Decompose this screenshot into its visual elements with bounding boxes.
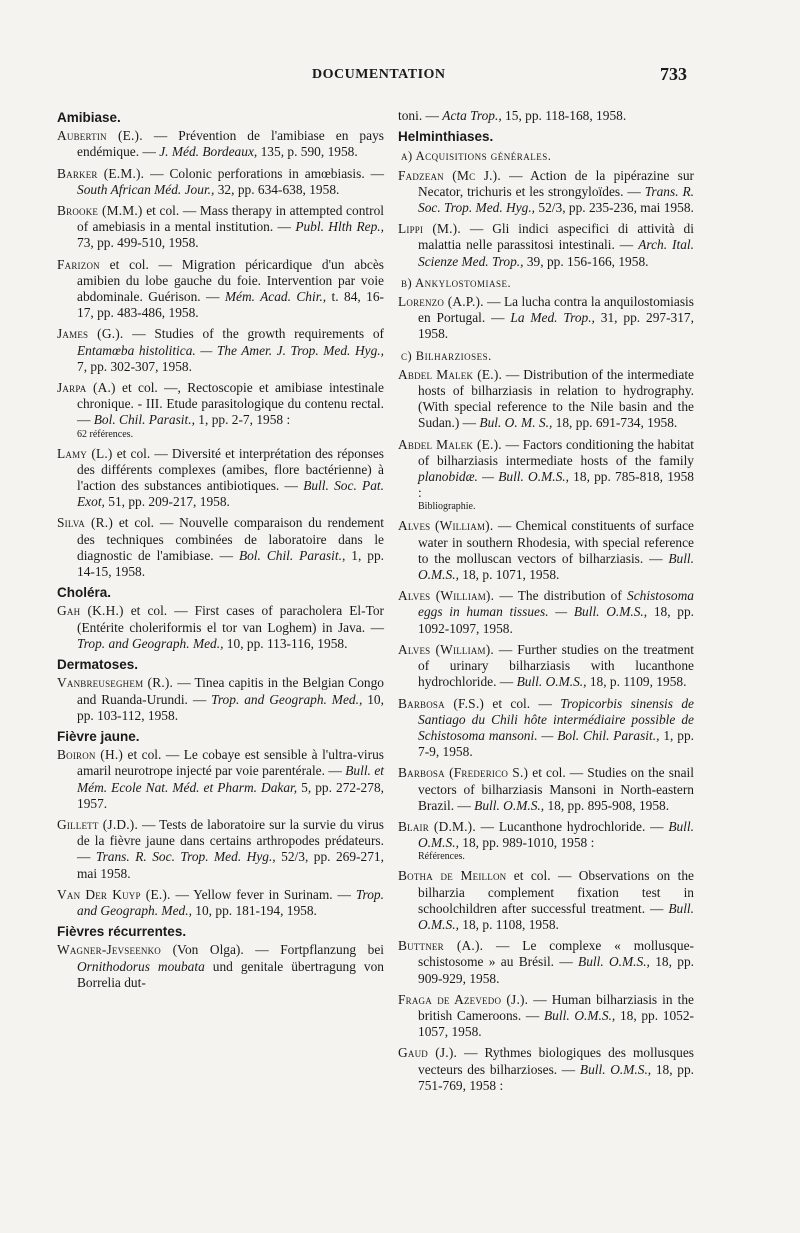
- reference-details: 135, p. 590, 1958.: [260, 144, 358, 160]
- reference-details: 52/3, pp. 235-236, mai 1958.: [538, 200, 694, 216]
- section-heading: Dermatoses.: [57, 657, 139, 673]
- reference-author: Brooke (M.M.): [57, 203, 143, 219]
- reference-author: Alves (William).: [398, 588, 495, 604]
- section-heading: Choléra.: [57, 585, 112, 601]
- section-heading: Fièvres récurrentes.: [57, 924, 187, 940]
- reference-entry: [398, 1045, 694, 1094]
- running-title: DOCUMENTATION: [312, 67, 446, 82]
- reference-journal: Arch. Ital. Scienze Med. Trop.,: [418, 237, 694, 269]
- reference-title: — Action de la pipérazine sur Necator, trichuris et les strongyloïdes. —: [418, 167, 694, 199]
- subsection-heading: b) Ankylostomiase.: [401, 275, 512, 290]
- reference-journal: Trop. and Geograph. Med.,: [77, 635, 224, 651]
- reference-entry: [57, 747, 384, 812]
- reference-entry: [398, 642, 694, 691]
- reference-entry: [57, 675, 384, 724]
- reference-journal: Publ. Hlth Rep.,: [295, 219, 384, 235]
- reference-journal: Bull. O.M.S.,: [579, 1061, 652, 1077]
- reference-details: 18, pp. 1092-1097, 1958.: [418, 604, 694, 636]
- reference-journal: Trop. and Geograph. Med.,: [77, 886, 384, 918]
- reference-title: — Chemical constituents of surface water in southern Rhodesia, with special reference to the molluscan vectors of bilharziasis. —: [418, 518, 694, 566]
- reference-journal: J. Méd. Bordeaux,: [159, 144, 258, 160]
- reference-title: et col. — Diversité et interprétation des réponses des différents complexes (amibes, flore bactérienne) à l'action des substances antibiotiques. —: [77, 445, 384, 494]
- reference-entry: [57, 326, 384, 375]
- reference-journal: Bull. O.M.S.,: [516, 674, 587, 690]
- reference-journal: Schistosoma eggs in human tissues. — Bull. O.M.S.,: [418, 588, 694, 620]
- reference-entry: [398, 437, 694, 514]
- reference-author: Silva (R.): [57, 515, 113, 531]
- reference-journal: La Med. Trop.,: [510, 310, 595, 326]
- reference-journal: Bull. O.M.S.,: [418, 900, 694, 932]
- reference-journal: Entamœba histolitica. — The Amer. J. Trop. Med. Hyg.,: [77, 342, 384, 358]
- reference-title: toni. —: [398, 108, 439, 123]
- reference-details: 15, pp. 118-168, 1958.: [505, 108, 627, 123]
- reference-title: — Tinea capitis in the Belgian Congo and Ruanda-Urundi. —: [77, 675, 384, 707]
- page-number: 733: [660, 64, 687, 84]
- reference-author: Barbosa (Frederico S.): [398, 765, 529, 781]
- reference-author: Vanbreuseghem (R.).: [57, 675, 174, 691]
- reference-details: 1, pp. 14-15, 1958.: [77, 547, 384, 580]
- reference-note: Bibliographie.: [418, 501, 476, 513]
- left-column: [57, 108, 384, 996]
- reference-details: und genitale übertragung von Borrelia dut-: [77, 958, 384, 990]
- reference-journal: South African Méd. Jour.,: [77, 181, 215, 197]
- reference-journal: Acta Trop.,: [442, 108, 502, 123]
- reference-author: Barker (E.M.).: [57, 165, 145, 181]
- reference-title: et col. — Observations on the bilharzia complement fixation test in schoolchildren after successful treatment. —: [418, 868, 694, 916]
- reference-title: — Tests de laboratoire sur la survie du virus de la fièvre jaune dans certains arthropodes prédateurs. —: [77, 816, 384, 865]
- reference-journal: Bull. O.M.S.,: [578, 954, 650, 970]
- reference-entry: [57, 515, 384, 580]
- reference-details: 18, p. 1109, 1958.: [589, 674, 687, 690]
- reference-journal: Trans. R. Soc. Trop. Med. Hyg.,: [418, 183, 694, 216]
- reference-title: et col. — Migration péricardique d'un abcès amibien du lobe gauche du foie. Intervention par voie abdominale. Guérison. —: [77, 256, 384, 305]
- reference-title: — Le complexe « mollusque-schistosome » au Brésil. —: [418, 938, 694, 970]
- reference-journal: Bol. Chil. Parasit.,: [238, 547, 346, 563]
- reference-details: 1, pp. 7-9, 1958.: [418, 727, 694, 760]
- reference-entry: [57, 166, 384, 198]
- right-column: [398, 108, 694, 1099]
- reference-title: (Von Olga). — Fortpflanzung bei: [172, 942, 384, 958]
- reference-title: et col. — First cases of paracholera El-Tor (Entérite choleriformis el tor van Loghem) in Java. —: [77, 603, 384, 635]
- subsection-heading: c) Bilharzioses.: [401, 348, 492, 363]
- reference-title: et col. — Studies on the snail vectors of bilharziasis Mansoni in North-eastern Brazil. —: [418, 765, 694, 813]
- reference-entry: [57, 817, 384, 882]
- reference-author: Lorenzo (A.P.).: [398, 294, 484, 310]
- reference-details: 10, pp. 103-112, 1958.: [77, 691, 384, 723]
- reference-author: Jarpa (A.): [57, 380, 116, 396]
- reference-author: Alves (William).: [398, 518, 494, 534]
- reference-journal: Trans. R. Soc. Trop. Med. Hyg.,: [95, 849, 276, 865]
- reference-details: 32, pp. 634-638, 1958.: [217, 181, 340, 197]
- reference-author: Gaud (J.).: [398, 1045, 458, 1061]
- reference-journal: Bol. Chil. Parasit.,: [93, 412, 195, 428]
- reference-entry: [398, 588, 694, 637]
- reference-entry: [57, 257, 384, 322]
- reference-journal: Tropicorbis sinensis de Santiago du Chili hôte intermédiaire possible de Schistosoma mansoni. — Bol. Chil. Parasit.,: [418, 695, 694, 743]
- reference-entry: [398, 765, 694, 814]
- reference-author: Lippi (M.).: [398, 221, 461, 237]
- reference-details: 31, pp. 297-317, 1958.: [418, 310, 694, 342]
- reference-author: Abdel Malek (E.).: [398, 436, 502, 452]
- reference-title: et col. — Mass therapy in attempted control of amebiasis in a mental institution. —: [77, 203, 384, 235]
- reference-journal: Trop. and Geograph. Med.,: [211, 691, 363, 707]
- reference-entry: [398, 819, 694, 863]
- reference-journal: Bull. Soc. Pat. Exot,: [77, 478, 384, 510]
- reference-details: 39, pp. 156-166, 1958.: [526, 253, 649, 269]
- reference-title: — Prévention de l'amibiase en pays endémique. —: [77, 128, 384, 160]
- reference-author: Farizon: [57, 256, 100, 272]
- reference-journal: planobidæ. — Bull. O.M.S.,: [418, 469, 569, 485]
- reference-details: 18, pp. 895-908, 1958.: [547, 797, 670, 813]
- reference-title: — Studies of the growth requirements of: [132, 326, 384, 342]
- reference-entry: [398, 938, 694, 987]
- reference-entry: [398, 294, 694, 343]
- reference-entry: [398, 168, 694, 217]
- reference-author: Botha de Meillon: [398, 868, 507, 884]
- reference-details: 51, pp. 209-217, 1958.: [108, 494, 230, 510]
- reference-journal: Bul. O. M. S.,: [479, 415, 553, 431]
- reference-author: Boiron (H.): [57, 747, 124, 763]
- reference-author: Fraga de Azevedo (J.).: [398, 991, 529, 1007]
- reference-details: 18, pp. 1052-1057, 1958.: [418, 1007, 695, 1040]
- reference-author: James (G.).: [57, 326, 124, 342]
- reference-journal: Bull. O.M.S.,: [418, 550, 694, 583]
- reference-title: et col. — Le cobaye est sensible à l'ultra-virus amaril neurotrope injecté par voie parentérale. —: [77, 747, 384, 779]
- reference-details: 52/3, pp. 269-271, mai 1958.: [77, 849, 384, 881]
- reference-title: — Distribution of the intermediate hosts of bilharziasis in relation to hydrography. (With special reference to the Nile basin and the Sudan.) —: [418, 366, 694, 431]
- reference-title: — Gli indici aspecifici di attività di malattia nelle parassitosi intestinali. —: [418, 221, 694, 253]
- section-heading: Helminthiases.: [398, 129, 494, 145]
- reference-details: 10, pp. 113-116, 1958.: [226, 635, 348, 651]
- reference-details: 18, pp. 989-1010, 1958 :: [462, 835, 595, 851]
- reference-continuation: [398, 108, 694, 124]
- reference-journal: Bull. O.M.S.,: [544, 1007, 616, 1023]
- reference-journal: Bull. O.M.S.,: [474, 797, 545, 813]
- reference-entry: [398, 367, 694, 432]
- reference-author: Alves (William).: [398, 641, 494, 657]
- reference-journal: Bull. et Mém. Ecole Nat. Méd. et Pharm. Dakar,: [77, 763, 384, 795]
- reference-entry: [57, 942, 384, 991]
- reference-title: — Colonic perforations in amœbiasis. —: [150, 165, 384, 181]
- reference-title: — Yellow fever in Surinam. —: [175, 886, 351, 902]
- reference-entry: [398, 696, 694, 761]
- reference-entry: [398, 221, 694, 270]
- reference-title: et col. —: [492, 695, 552, 711]
- reference-title: — Rythmes biologiques des mollusques vecteurs des bilharzioses. —: [418, 1045, 694, 1077]
- reference-journal: Mém. Acad. Chir.,: [224, 289, 327, 305]
- reference-author: Barbosa (F.S.): [398, 695, 485, 711]
- reference-entry: [57, 128, 384, 160]
- reference-title: — Factors conditioning the habitat of bilharziasis intermediate hosts of the family: [418, 436, 694, 468]
- reference-details: 18, pp. 909-929, 1958.: [418, 954, 694, 986]
- page-header: [0, 64, 800, 88]
- reference-entry: [398, 868, 694, 933]
- reference-details: 18, pp. 751-769, 1958 :: [418, 1061, 695, 1093]
- reference-details: 18, p. 1071, 1958.: [462, 567, 560, 583]
- reference-author: Buttner (A.).: [398, 938, 484, 954]
- reference-title: — La lucha contra la anquilostomiasis en Portugal. —: [418, 294, 694, 326]
- reference-title: — Human bilharziasis in the british Cameroons. —: [418, 991, 694, 1023]
- reference-entry: [398, 992, 694, 1041]
- reference-details: 10, pp. 181-194, 1958.: [195, 902, 317, 918]
- section-heading: Fièvre jaune.: [57, 728, 140, 744]
- reference-details: 18, pp. 785-818, 1958 :: [418, 469, 694, 501]
- reference-journal: Ornithodorus moubata: [77, 958, 205, 974]
- reference-entry: [398, 518, 694, 583]
- reference-author: Abdel Malek (E.).: [398, 366, 503, 382]
- reference-author: Fadzean (Mc J.).: [398, 167, 501, 183]
- reference-title: et col. — Nouvelle comparaison du rendement des techniques combinées de laboratoire dans le diagnostic de l'amibiase. —: [77, 515, 384, 563]
- reference-title: — The distribution of: [499, 588, 622, 604]
- reference-note: 62 références.: [77, 428, 134, 440]
- subsection-heading: a) Acquisitions générales.: [401, 149, 552, 164]
- reference-author: Van Der Kuyp (E.).: [57, 886, 171, 902]
- reference-author: Aubertin (E.).: [57, 128, 143, 144]
- reference-entry: [57, 380, 384, 441]
- reference-author: Gillett (J.D.).: [57, 816, 138, 832]
- reference-details: 73, pp. 499-510, 1958.: [77, 235, 199, 251]
- reference-author: Wagner-Jevseenko: [57, 942, 162, 958]
- section-heading: Amibiase.: [57, 110, 121, 125]
- reference-entry: [57, 446, 384, 511]
- reference-journal: Bull. O.M.S.,: [418, 818, 694, 851]
- reference-details: 5, pp. 272-278, 1957.: [77, 779, 384, 811]
- reference-title: — Lucanthone hydrochloride. —: [480, 818, 664, 834]
- reference-author: Lamy (L.): [57, 445, 113, 461]
- reference-entry: [57, 203, 384, 252]
- reference-details: 7, pp. 302-307, 1958.: [77, 358, 192, 374]
- reference-title: — Further studies on the treatment of urinary bilharziasis with lucanthone hydrochloride. —: [418, 641, 694, 690]
- reference-details: 18, p. 1108, 1958.: [462, 916, 559, 932]
- reference-entry: [57, 887, 384, 919]
- reference-note: Références.: [418, 851, 465, 863]
- reference-title: et col. —, Rectoscopie et amibiase intestinale chronique. - III. Etude parasitologique du contenu rectal. —: [77, 380, 384, 428]
- reference-entry: [57, 603, 384, 652]
- reference-details: 1, pp. 2-7, 1958 :: [198, 412, 291, 428]
- reference-details: t. 84, 16-17, pp. 483-486, 1958.: [77, 289, 384, 321]
- reference-author: Gah (K.H.): [57, 603, 124, 619]
- reference-author: Blair (D.M.).: [398, 818, 476, 834]
- reference-details: 18, pp. 691-734, 1958.: [555, 415, 678, 431]
